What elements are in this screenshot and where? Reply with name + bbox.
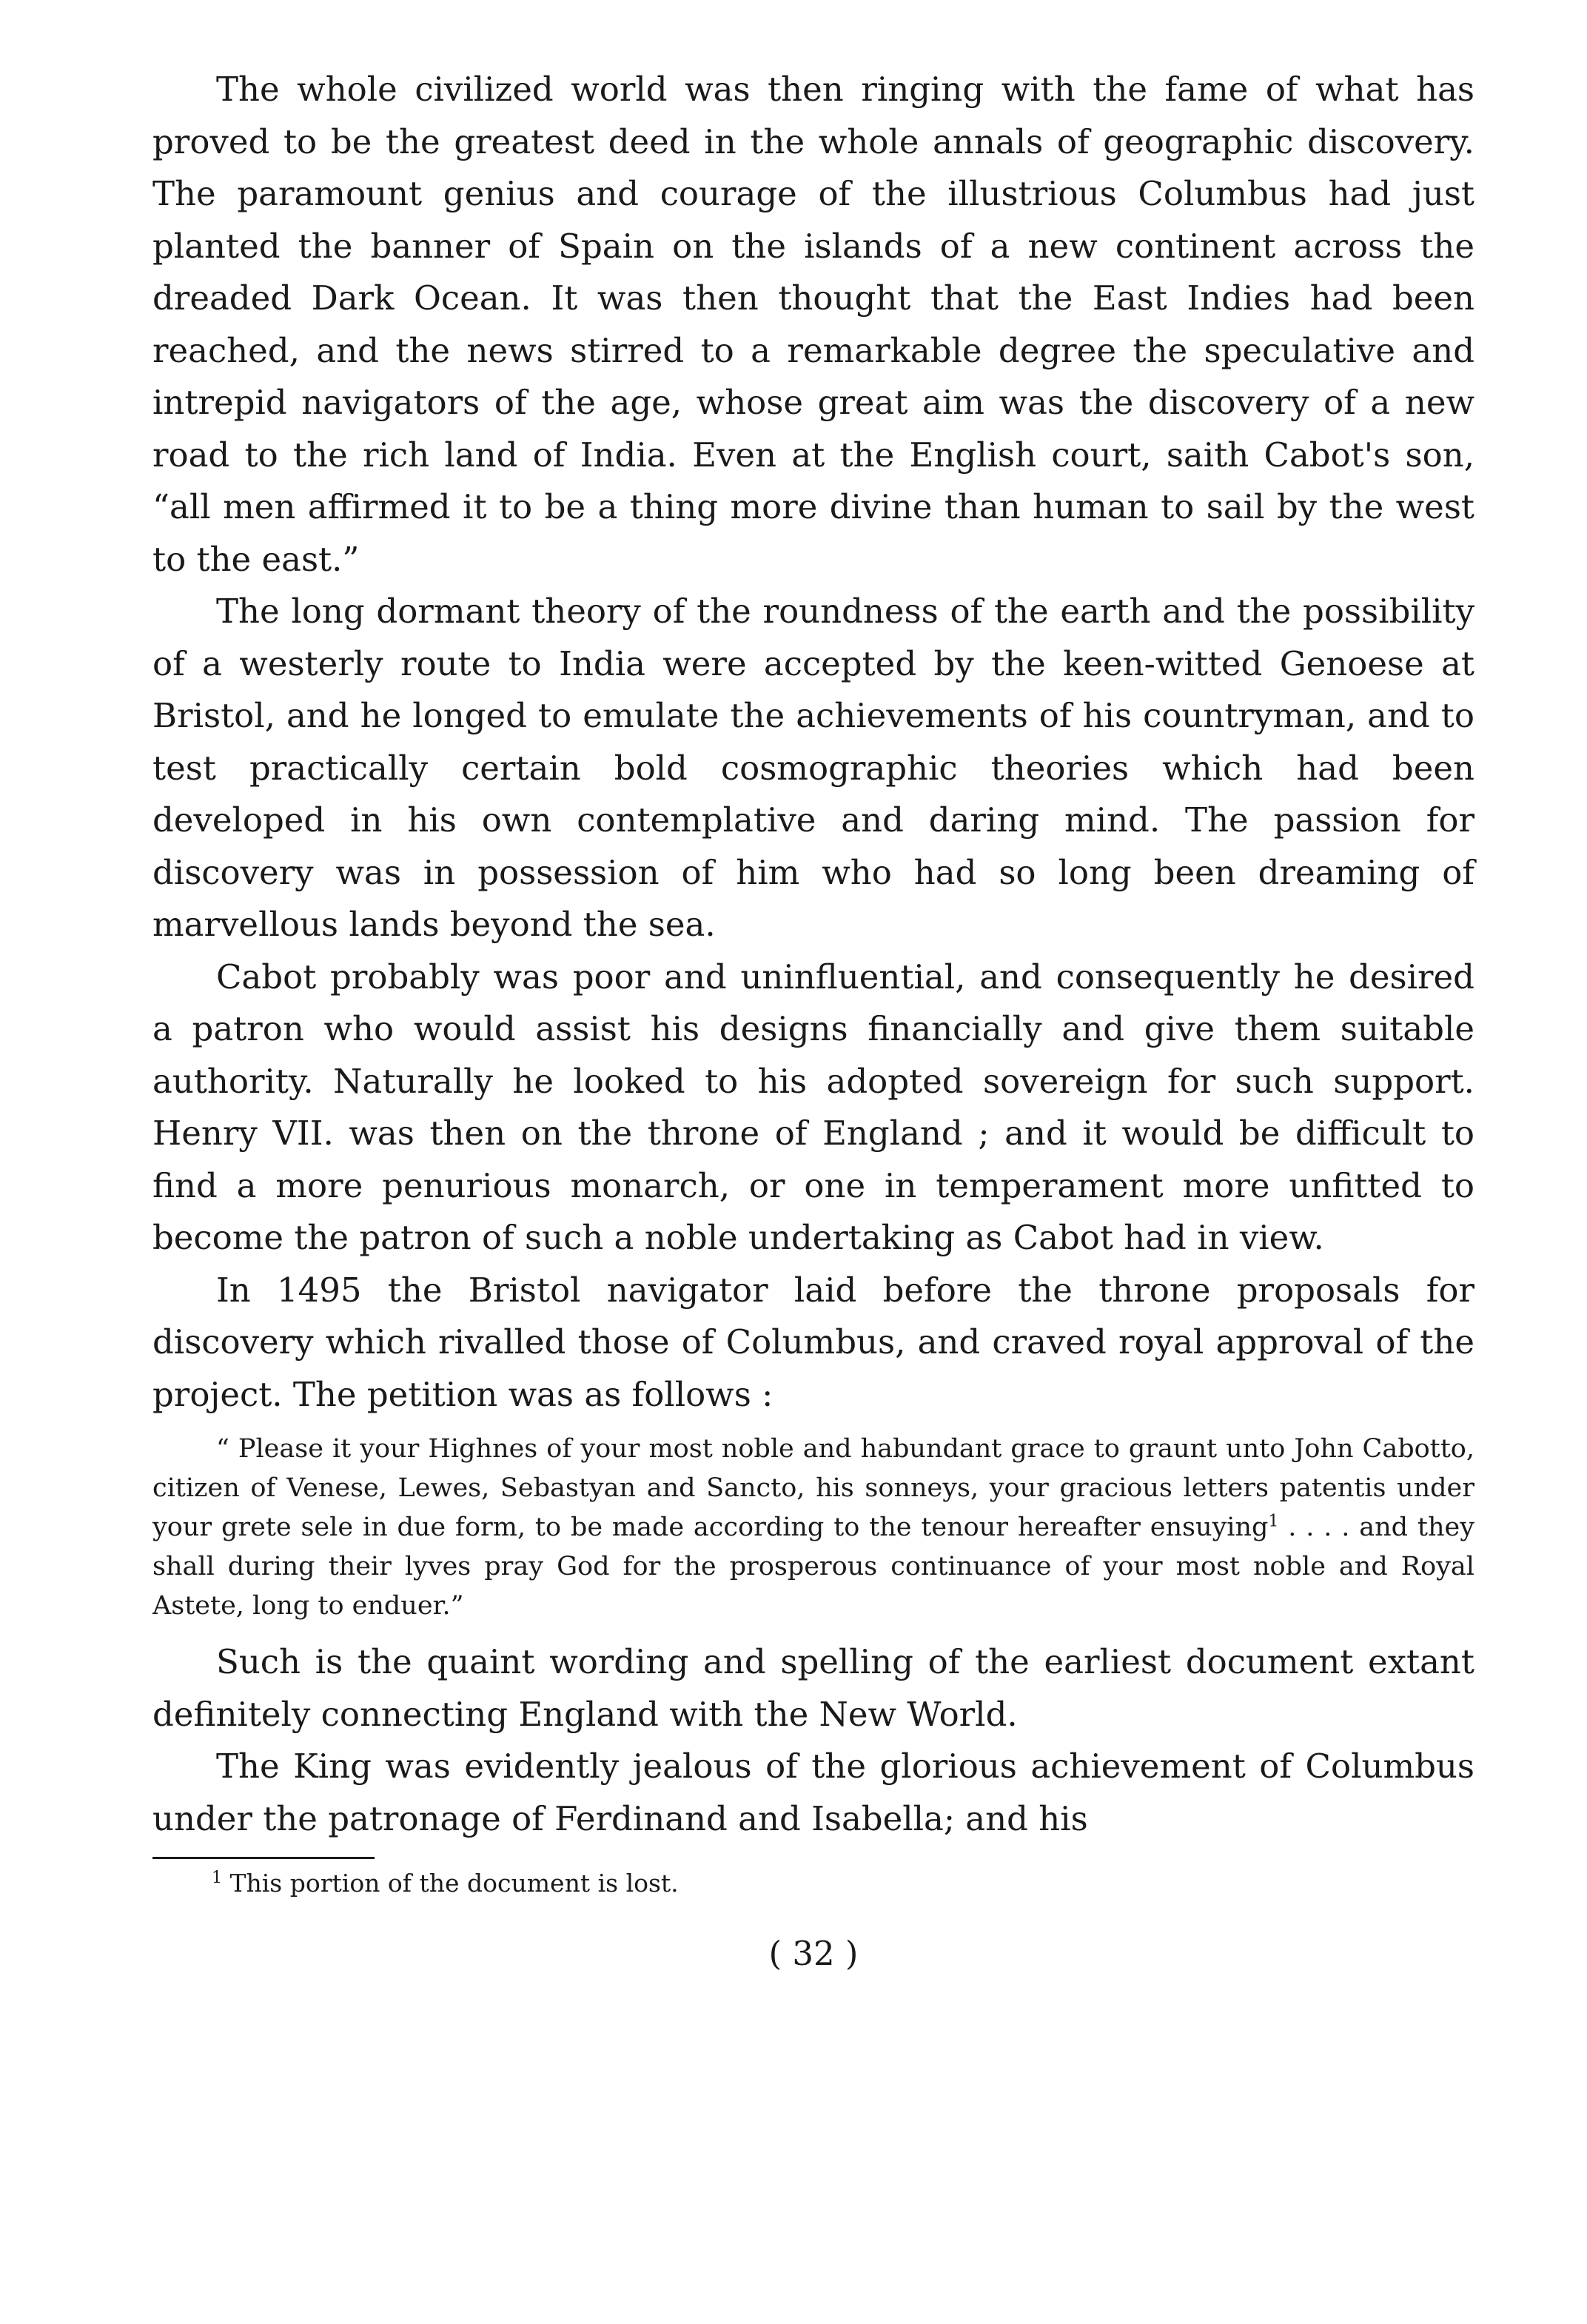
paragraph: The whole civilized world was then ringing with the fame of what has proved to be the greatest deed in the whole annals of geographic discovery. The paramount genius and courage of the illustrious Columbus had just planted the banner of Spain on the islands of a new continent across the dreaded Dark Ocean. It was then thought that the East Indies had been reached, and the news stirred to a remarkable degree the speculative and intrepid navigators of the age, whose great aim was the discovery of a new road to the rich land of India. Even at the English court, saith Cabot's son, “all men affirmed it to be a thing more divine than human to sail by the west to the east.” [152,70,1474,579]
petition-text-end: . . . . and they shall during their lyves pray God for the prosperous continuance of your most noble and Royal Astete, long to enduer.” [152,1513,1474,1621]
petition-text-start: “ Please it your Highnes of your most noble and habundant grace to graunt unto John Cabotto, citizen of Venese, Lewes, Sebastyan and Sancto, his sonneys, your gracious letters patentis under your grete sele in due form, to be made according to the tenour hereafter ensuying [152,1434,1474,1542]
footnote-reference: 1 [1268,1512,1279,1531]
document-page [152,64,1474,1976]
paragraph: Such is the quaint wording and spelling of the earliest document extant definitely connecting England with the New World. [152,1642,1474,1734]
paragraph: In 1495 the Bristol navigator laid before the throne proposals for discovery which rivalled those of Columbus, and craved royal approval of the project. The petition was as follows : [152,1270,1474,1414]
paragraph: The long dormant theory of the roundness of the earth and the possibility of a westerly route to India were accepted by the keen-witted Genoese at Bristol, and he longed to emulate the achievements of his countryman, and to test practically certain bold cosmographic theories which had been developed in his own contemplative and daring mind. The passion for discovery was in possession of him who had so long been dreaming of marvellous lands beyond the sea. [152,592,1474,944]
page-number: ( 32 ) [768,1934,859,1973]
footnote [152,1866,1474,1901]
footnote-mark: 1 [212,1869,222,1887]
footnote-rule [152,1857,375,1859]
paragraph: The King was evidently jealous of the glorious achievement of Columbus under the patronage of Ferdinand and Isabella; and his [152,1747,1474,1838]
paragraph: Cabot probably was poor and uninfluential, and consequently he desired a patron who would assist his designs financially and give them suitable authority. Naturally he looked to his adopted sovereign for such support. Henry VII. was then on the throne of England ; and it would be difficult to find a more penurious monarch, or one in temperament more unfitted to become the patron of such a noble undertaking as Cabot had in view. [152,957,1474,1257]
footnote-text: This portion of the document is lost. [222,1869,679,1898]
petition-quote [152,1430,1474,1626]
